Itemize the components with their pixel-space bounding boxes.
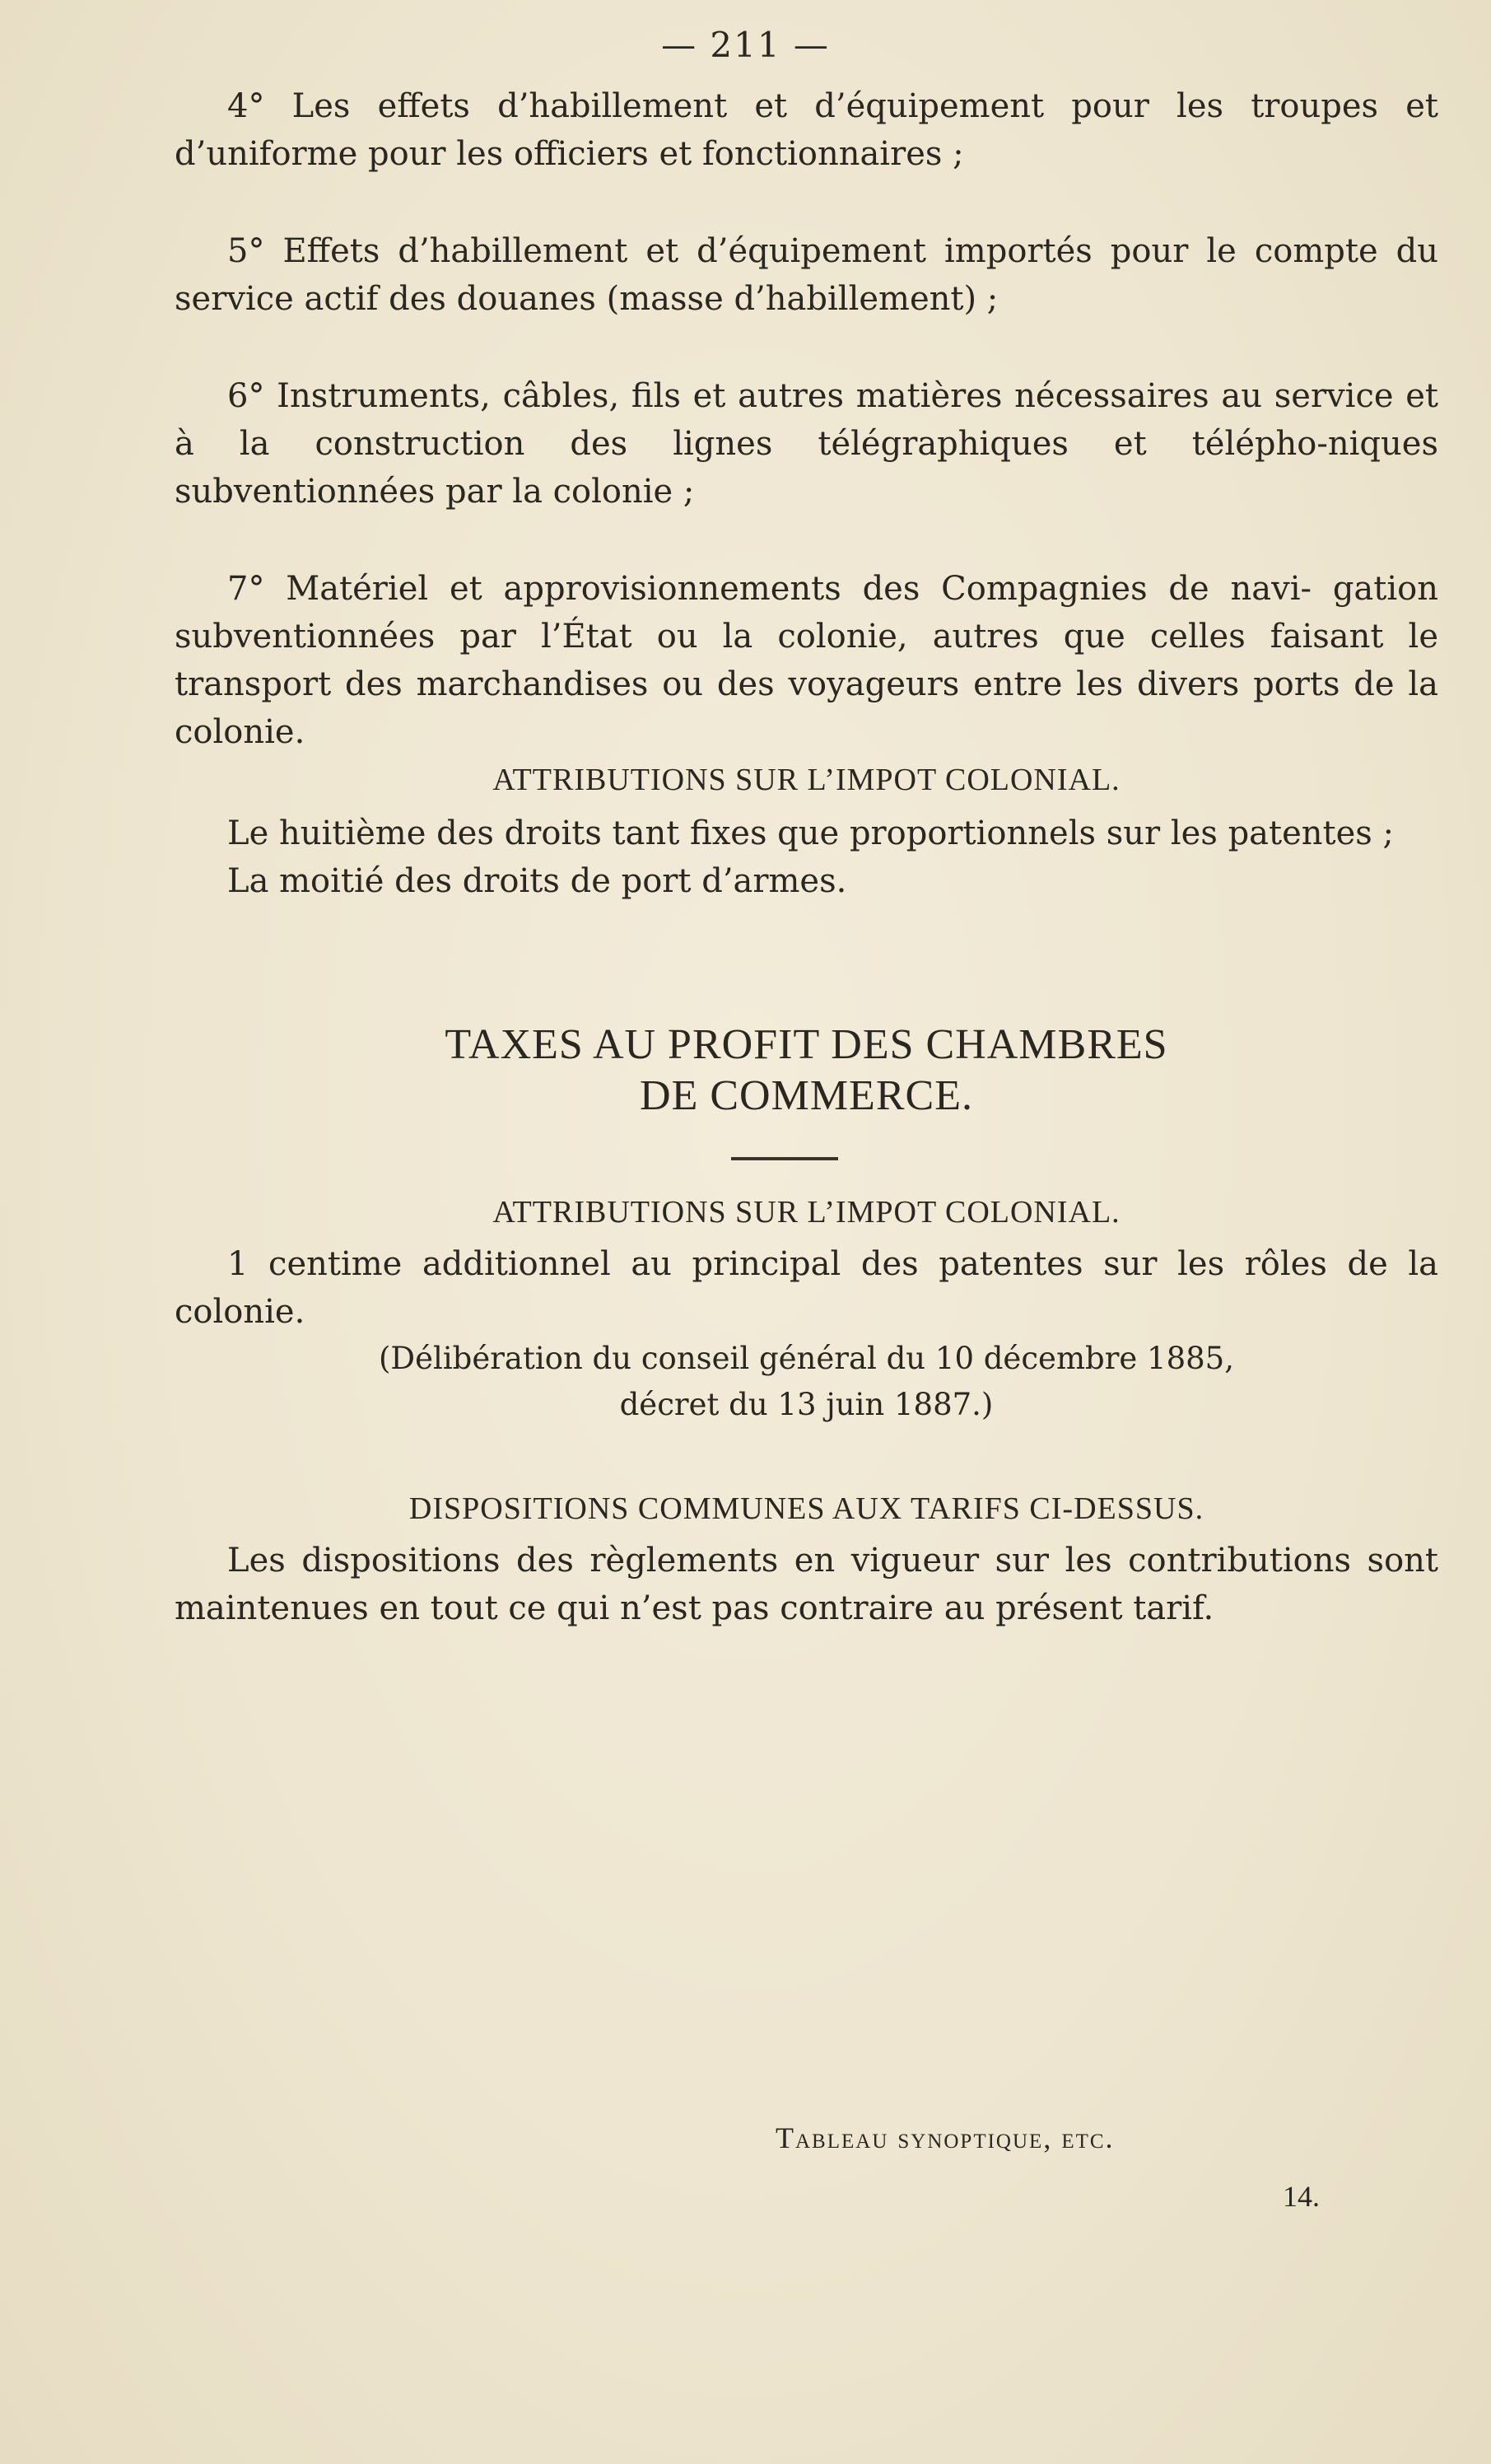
item-6-text-cont: service et à la construction des lignes télégraphiques et télépho-niques subventionnées par la colonie ;	[175, 377, 1439, 511]
signature-title: Tableau synoptique, etc.	[776, 2121, 1115, 2154]
section-attributions-1	[175, 762, 1438, 905]
paragraph: La moitié des droits de port d’armes.	[227, 862, 847, 900]
main-heading-line-2: DE COMMERCE.	[640, 1072, 973, 1119]
item-4-text: 4° Les effets d’habillement et d’équipement pour les troupes	[227, 87, 1379, 125]
item-4-text-cont: et d’uniforme pour les officiers et fonctionnaires ;	[175, 87, 1438, 173]
item-5-text: 5° Effets d’habillement et d’équipement importés pour le	[227, 232, 1237, 270]
paragraph: Les dispositions des règlements en vigueur sur les contributions sont maintenues en tout ce qui n’est pas contraire au présent tarif.	[175, 1542, 1438, 1627]
section-heading: ATTRIBUTIONS SUR L’IMPOT COLONIAL.	[492, 763, 1121, 797]
item-5	[175, 227, 1438, 323]
page-number: — 211 —	[661, 25, 830, 65]
sheet-number: 14.	[1283, 2180, 1320, 2213]
section-heading: ATTRIBUTIONS SUR L’IMPOT COLONIAL.	[492, 1195, 1121, 1230]
main-heading	[175, 1020, 1438, 1122]
main-heading-line-1: TAXES AU PROFIT DES CHAMBRES	[445, 1021, 1168, 1068]
item-list	[175, 82, 1438, 756]
citation-line: décret du 13 juin 1887.)	[619, 1387, 994, 1422]
item-5-text-cont: compte du service actif des douanes (masse d’habillement) ;	[175, 232, 1438, 318]
section-dispositions	[175, 1491, 1438, 1632]
item-7-text: 7° Matériel et approvisionnements des Compagnies de navi-	[227, 570, 1312, 608]
citation-line: (Délibération du conseil général du 10 décembre 1885,	[379, 1341, 1234, 1376]
item-7-text-cont: gation subventionnées par l’État ou la colonie, autres que celles faisant le transport des marchandises ou des voyageurs entre les divers ports de la colonie.	[175, 570, 1438, 751]
paragraph: 1 centime additionnel au principal des patentes sur les rôles de la colonie.	[175, 1245, 1438, 1331]
item-7	[175, 565, 1438, 756]
paragraph: Le huitième des droits tant fixes que proportionnels sur les patentes ;	[227, 814, 1394, 852]
item-6-text: 6° Instruments, câbles, fils et autres matières nécessaires au	[227, 377, 1263, 415]
item-6	[175, 372, 1438, 516]
section-attributions-2	[175, 1194, 1438, 1428]
section-heading: DISPOSITIONS COMMUNES AUX TARIFS CI-DESSUS.	[408, 1491, 1204, 1526]
item-4	[175, 82, 1438, 178]
divider-rule	[731, 1157, 838, 1160]
